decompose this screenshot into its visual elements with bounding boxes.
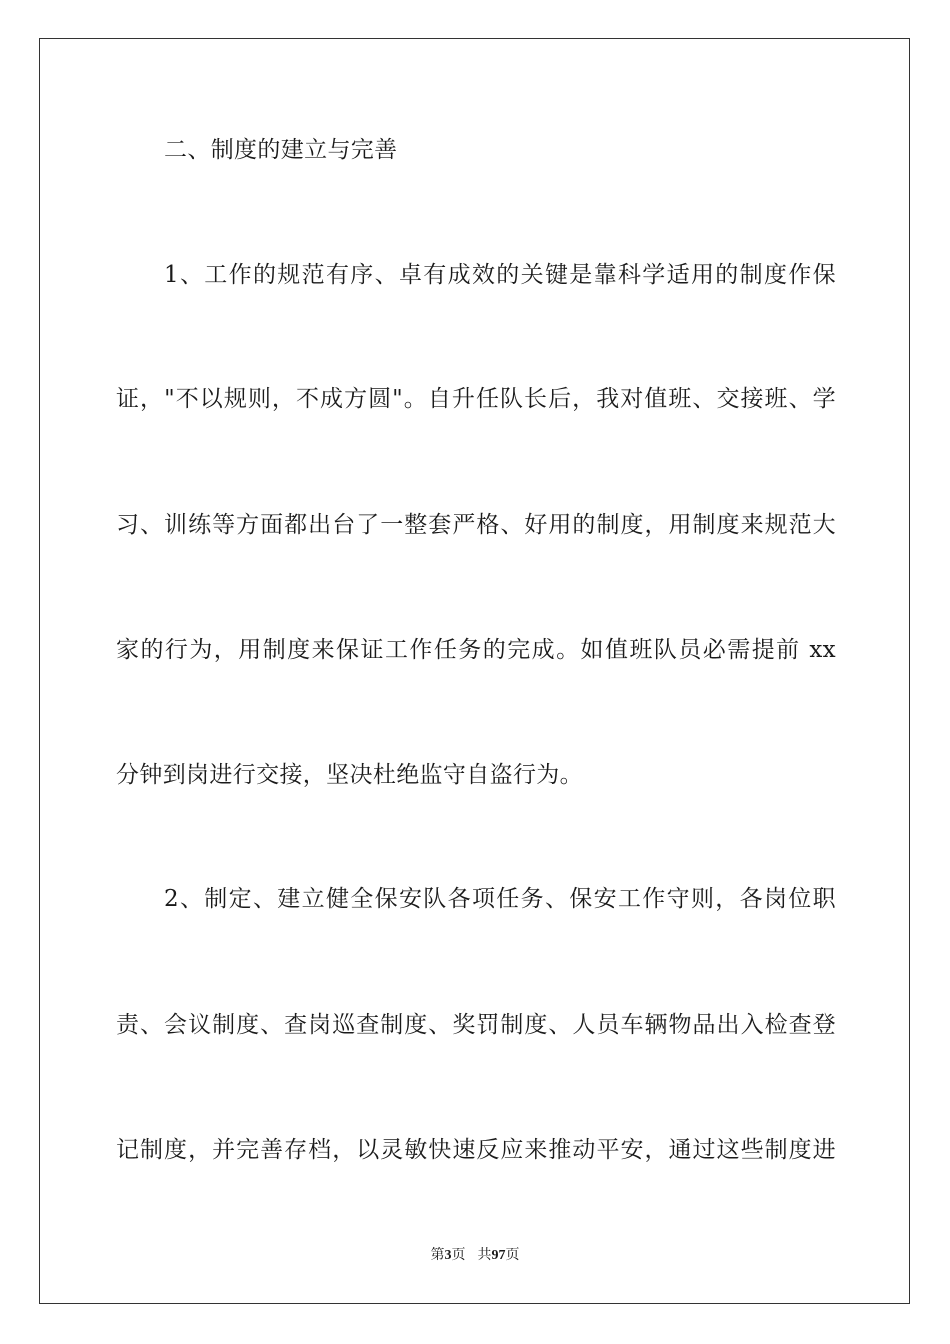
current-page-number: 3 [444, 1248, 452, 1263]
page-suffix: 页 [451, 1248, 466, 1263]
paragraph-line: 分钟到岗进行交接，坚决杜绝监守自盗行为。 [116, 762, 583, 788]
paragraph-line: 责、会议制度、查岗巡查制度、奖罚制度、人员车辆物品出入检查登 [116, 1012, 836, 1038]
total-suffix: 页 [505, 1248, 520, 1263]
paragraph-line: 1、工作的规范有序、卓有成效的关键是靠科学适用的制度作保 [164, 262, 836, 288]
paragraph-line: 家的行为，用制度来保证工作任务的完成。如值班队员必需提前 xx [116, 637, 836, 663]
page-border [39, 38, 910, 1304]
paragraph-line: 2、制定、建立健全保安队各项任务、保安工作守则，各岗位职 [164, 886, 836, 912]
total-page-count: 97 [491, 1248, 506, 1263]
section-heading: 二、制度的建立与完善 [164, 137, 398, 163]
page-prefix: 第 [430, 1248, 445, 1263]
paragraph-line: 记制度，并完善存档，以灵敏快速反应来推动平安，通过这些制度进 [116, 1137, 836, 1163]
paragraph-line: 证，"不以规则，不成方圆"。自升任队长后，我对值班、交接班、学 [116, 386, 836, 412]
paragraph-line: 习、训练等方面都出台了一整套严格、好用的制度，用制度来规范大 [116, 512, 836, 538]
total-prefix: 共 [477, 1248, 492, 1263]
page-footer [0, 1247, 950, 1265]
